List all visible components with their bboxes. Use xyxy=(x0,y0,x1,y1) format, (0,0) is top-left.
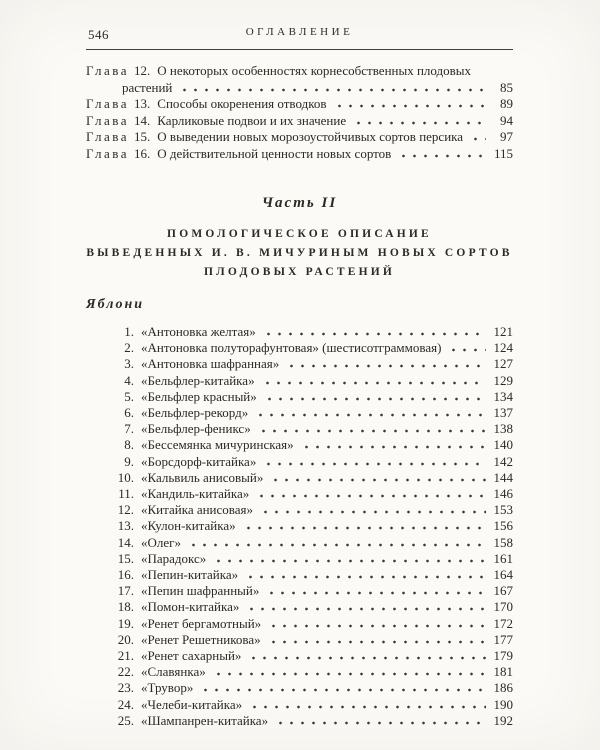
toc-chapter-row xyxy=(86,96,513,113)
chapter-number: 13. xyxy=(134,96,151,111)
item-title: «Бельфлер-рекорд» xyxy=(141,405,249,421)
section-heading: Яблони xyxy=(86,297,145,312)
toc-item-row xyxy=(86,599,513,615)
dot-leader xyxy=(258,429,486,433)
item-title: «Парадокс» xyxy=(141,550,207,566)
item-title: «Помон-китайка» xyxy=(141,599,240,615)
dot-leader xyxy=(301,445,486,449)
item-number: 16. xyxy=(117,567,134,583)
chapter-list xyxy=(86,63,513,162)
chapter-page: 115 xyxy=(493,145,513,161)
chapter-title: О выведении новых морозоустойчивых сортов персика xyxy=(157,129,464,144)
dot-leader xyxy=(470,137,486,141)
toc-item-row xyxy=(86,502,513,518)
item-title: «Бессемянка мичуринская» xyxy=(141,437,294,453)
item-number: 14. xyxy=(117,534,134,550)
dot-leader xyxy=(334,104,486,108)
item-page: 140 xyxy=(493,437,513,453)
dot-leader xyxy=(213,672,486,676)
chapter-label: Глава xyxy=(86,129,130,144)
toc-chapter-row xyxy=(86,113,513,130)
chapter-page: 85 xyxy=(500,79,513,95)
toc-chapter-row xyxy=(86,129,513,146)
chapter-title: растений xyxy=(122,79,173,95)
item-title: «Кулон-китайка» xyxy=(141,518,236,534)
item-number: 1. xyxy=(124,324,134,339)
chapter-number: 15. xyxy=(134,129,151,144)
item-number: 15. xyxy=(117,550,134,566)
item-title: «Антоновка шафранная» xyxy=(141,356,280,372)
variety-list xyxy=(86,324,513,729)
item-page: 129 xyxy=(493,372,513,388)
dot-leader xyxy=(275,721,486,725)
item-page: 167 xyxy=(493,583,513,599)
chapter-number: 14. xyxy=(134,112,151,128)
item-title: «Кальвиль анисовый» xyxy=(141,469,264,485)
toc-item-row xyxy=(86,470,513,486)
toc-item-row xyxy=(86,632,513,648)
item-number: 13. xyxy=(117,518,134,534)
item-page: 190 xyxy=(493,696,513,712)
dot-leader xyxy=(264,397,486,401)
dot-leader xyxy=(353,121,486,125)
dot-leader xyxy=(200,688,486,692)
item-page: 146 xyxy=(493,486,513,502)
item-page: 142 xyxy=(493,453,513,469)
chapter-label: Глава xyxy=(86,145,130,161)
item-number: 4. xyxy=(124,372,134,388)
page-header xyxy=(86,26,513,42)
chapter-label: Глава xyxy=(86,96,130,111)
toc-chapter-row xyxy=(86,63,513,80)
dot-leader xyxy=(179,88,486,92)
item-title: «Борсдорф-китайка» xyxy=(141,453,257,469)
chapter-label: Глава xyxy=(86,63,130,78)
item-title: «Бельфлер красный» xyxy=(141,388,257,404)
item-number: 10. xyxy=(117,469,134,485)
toc-item-row xyxy=(86,697,513,713)
dot-leader xyxy=(263,332,486,336)
item-page: 181 xyxy=(493,664,513,680)
item-title: «Пепин шафранный» xyxy=(141,583,260,599)
chapter-title: О некоторых особенностях корнесобственных плодовых xyxy=(157,63,472,78)
item-number: 23. xyxy=(117,680,134,696)
item-page: 137 xyxy=(493,405,513,421)
toc-item-row xyxy=(86,680,513,696)
toc-item-row xyxy=(86,356,513,372)
item-page: 121 xyxy=(493,324,513,339)
item-page: 153 xyxy=(493,502,513,518)
dot-leader xyxy=(448,348,486,352)
item-number: 24. xyxy=(117,696,134,712)
item-number: 12. xyxy=(117,502,134,518)
toc-item-row xyxy=(86,324,513,340)
item-page: 186 xyxy=(493,680,513,696)
dot-leader xyxy=(286,364,486,368)
toc-item-row xyxy=(86,535,513,551)
dot-leader xyxy=(243,526,486,530)
item-number: 25. xyxy=(117,712,134,728)
item-page: 164 xyxy=(493,567,513,583)
dot-leader xyxy=(249,705,486,709)
part-heading-line: ПЛОДОВЫХ РАСТЕНИЙ xyxy=(203,266,396,278)
toc-item-row xyxy=(86,373,513,389)
toc-item-row xyxy=(86,340,513,356)
toc-chapter-row xyxy=(86,146,513,163)
part-heading-line: ПОМОЛОГИЧЕСКОЕ ОПИСАНИЕ xyxy=(167,228,432,240)
item-title: «Антоновка желтая» xyxy=(141,324,256,339)
item-page: 172 xyxy=(493,615,513,631)
item-title: «Челеби-китайка» xyxy=(141,696,243,712)
toc-item-row xyxy=(86,421,513,437)
item-title: «Китайка анисовая» xyxy=(141,502,254,518)
toc-item-row xyxy=(86,664,513,680)
page-number: 546 xyxy=(88,27,109,42)
item-page: 134 xyxy=(493,388,513,404)
dot-leader xyxy=(268,624,486,628)
toc-item-row xyxy=(86,437,513,453)
item-page: 170 xyxy=(493,599,513,615)
dot-leader xyxy=(256,494,486,498)
item-title: «Антоновка полуторафунтовая» (шестисотграммовая) xyxy=(141,340,442,356)
dot-leader xyxy=(260,510,486,514)
dot-leader xyxy=(188,543,486,547)
dot-leader xyxy=(246,607,486,611)
item-title: «Славянка» xyxy=(141,664,206,680)
dot-leader xyxy=(245,575,486,579)
toc-item-row xyxy=(86,389,513,405)
chapter-title: Карликовые подвои и их значение xyxy=(157,112,347,128)
dot-leader xyxy=(268,640,486,644)
item-page: 156 xyxy=(493,518,513,534)
item-number: 5. xyxy=(124,388,134,404)
dot-leader xyxy=(213,559,486,563)
item-page: 138 xyxy=(493,421,513,437)
item-page: 127 xyxy=(493,356,513,372)
part-heading-line: ВЫВЕДЕННЫХ И. В. МИЧУРИНЫМ НОВЫХ СОРТОВ xyxy=(86,247,513,259)
chapter-label: Глава xyxy=(86,112,130,128)
toc-item-row xyxy=(86,713,513,729)
item-number: 2. xyxy=(124,340,134,356)
item-number: 3. xyxy=(124,356,134,372)
item-page: 192 xyxy=(493,712,513,728)
chapter-title: Способы окоренения отводков xyxy=(157,96,327,111)
chapter-page: 89 xyxy=(500,96,513,111)
item-page: 158 xyxy=(493,534,513,550)
dot-leader xyxy=(262,381,486,385)
chapter-page: 94 xyxy=(500,112,513,128)
chapter-number: 12. xyxy=(134,63,151,78)
toc-item-row xyxy=(86,405,513,421)
dot-leader xyxy=(255,413,486,417)
item-number: 9. xyxy=(124,453,134,469)
item-page: 161 xyxy=(493,550,513,566)
part-heading xyxy=(86,225,513,282)
toc-item-row xyxy=(86,583,513,599)
part-title: Часть II xyxy=(261,195,338,211)
item-number: 19. xyxy=(117,615,134,631)
item-title: «Шампанрен-китайка» xyxy=(141,712,269,728)
dot-leader xyxy=(398,154,486,158)
item-page: 177 xyxy=(493,631,513,647)
item-title: «Трувор» xyxy=(141,680,194,696)
item-number: 20. xyxy=(117,631,134,647)
item-number: 17. xyxy=(117,583,134,599)
toc-item-row xyxy=(86,551,513,567)
item-title: «Бельфлер-китайка» xyxy=(141,372,255,388)
item-number: 7. xyxy=(124,421,134,437)
item-number: 8. xyxy=(124,437,134,453)
item-page: 144 xyxy=(493,469,513,485)
item-title: «Бельфлер-феникс» xyxy=(141,421,251,437)
item-number: 6. xyxy=(124,405,134,421)
item-title: «Олег» xyxy=(141,534,181,550)
dot-leader xyxy=(263,462,486,466)
chapter-number: 16. xyxy=(134,145,151,161)
dot-leader xyxy=(266,591,486,595)
item-title: «Ренет бергамотный» xyxy=(141,615,262,631)
toc-item-row xyxy=(86,616,513,632)
dot-leader xyxy=(270,478,486,482)
item-number: 18. xyxy=(117,599,134,615)
chapter-page: 97 xyxy=(500,129,513,144)
item-title: «Ренет Решетникова» xyxy=(141,631,261,647)
toc-chapter-row xyxy=(86,80,513,97)
item-number: 21. xyxy=(117,648,134,664)
toc-item-row xyxy=(86,454,513,470)
item-number: 22. xyxy=(117,664,134,680)
item-title: «Ренет сахарный» xyxy=(141,648,242,664)
item-title: «Пепин-китайка» xyxy=(141,567,239,583)
chapter-title: О действительной ценности новых сортов xyxy=(157,145,392,161)
item-title: «Кандиль-китайка» xyxy=(141,486,250,502)
item-number: 11. xyxy=(118,486,134,502)
dot-leader xyxy=(248,656,486,660)
item-page: 179 xyxy=(493,648,513,664)
header-divider xyxy=(86,49,513,50)
toc-item-row xyxy=(86,567,513,583)
toc-item-row xyxy=(86,518,513,534)
toc-item-row xyxy=(86,648,513,664)
toc-item-row xyxy=(86,486,513,502)
header-title: ОГЛАВЛЕНИЕ xyxy=(245,26,354,38)
item-page: 124 xyxy=(493,340,513,356)
